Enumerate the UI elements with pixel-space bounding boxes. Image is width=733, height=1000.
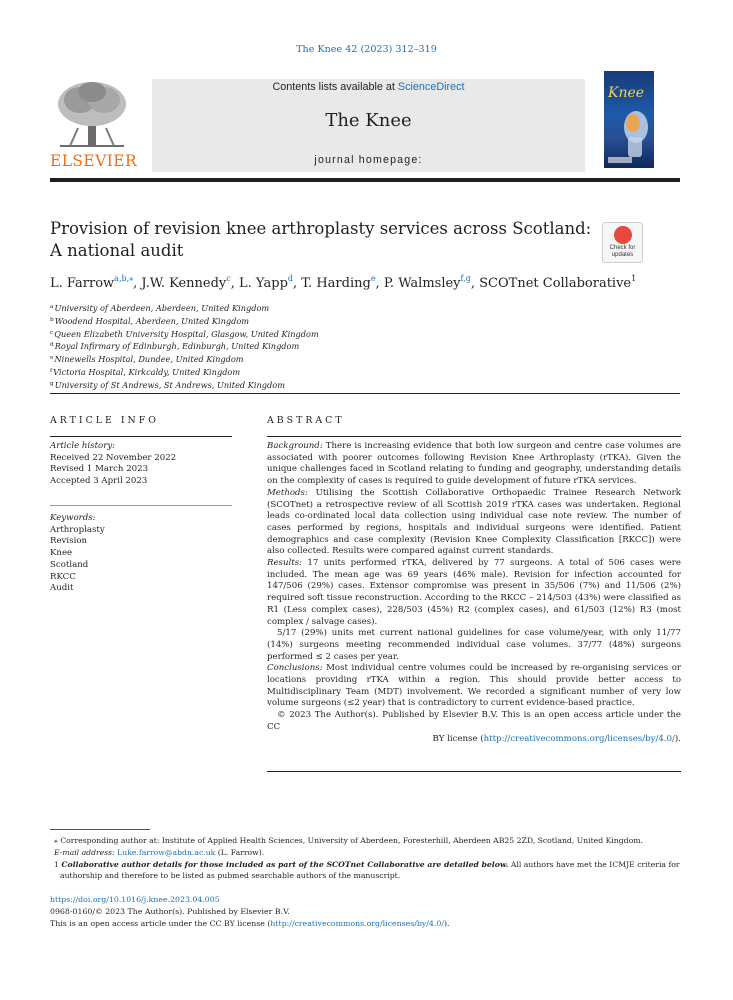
affiliation-item: $^a$University of Aberdeen, Aberdeen, United Kingdom [50, 303, 270, 313]
abstract-results-continued: 5/17 (29%) units met current national guidelines for case volume/year, with only 11/77 (14%) surgeons meeting recommended individual case volumes. 37/77 (48%) surgeons performed ≤ 2 cases per year. [267, 628, 681, 662]
cc-license-link[interactable]: http://creativecommons.org/licenses/by/4.0/ [270, 918, 444, 928]
license-link[interactable]: http://creativecommons.org/licenses/by/4.0/ [483, 733, 675, 744]
author-name[interactable]: T. Harding [301, 276, 371, 291]
author-footnote-sup[interactable]: 1 [631, 274, 637, 283]
title-line-2: A national audit [50, 241, 184, 260]
abstract-body [267, 441, 681, 745]
affiliation-item: $^d$Royal Infirmary of Edinburgh, Edinburgh, United Kingdom [50, 341, 300, 352]
author-name[interactable]: SCOTnet Collaborative [479, 276, 632, 291]
contents-available-line [152, 81, 585, 93]
keyword-item[interactable]: Audit [50, 583, 74, 594]
abstract-heading: ABSTRACT [267, 415, 345, 426]
keywords-label: Keywords: [50, 513, 96, 523]
elsevier-logo [50, 78, 138, 170]
elsevier-tree-icon [50, 78, 135, 150]
check-for-updates-button[interactable] [602, 222, 643, 263]
footnote-separator [50, 829, 150, 830]
affiliation-item: $^g$University of St Andrews, St Andrews, United Kingdom [50, 379, 285, 390]
journal-title: The Knee [325, 110, 412, 131]
history-keywords-divider [50, 505, 232, 506]
article-title [50, 218, 610, 262]
abstract-results: Results: 17 units performed rTKA, delivered by 77 surgeons. A total of 506 cases were included. The mean age was 69 years (46% male). Revision for infection accounted for 147/506 (29%) cases. Extensor compromise was present in 35/506 (7%) and 11/506 (2%) required soft tissue reconstruction. According to the RKCC – 214/503 (43%) were classified as R1 (Less complex cases), 228/503 (45%) R2 (complex cases), and 61/503 (12%) R3 (most complex / salvage cases). [267, 558, 681, 627]
footnotes [50, 835, 680, 882]
abstract-conclusions: Conclusions: Most individual centre volumes could be increased by re-organising services or locations providing rTKA within a region. This should provide better access to Multidisciplinary Team (MDT) involvement. We recorded a significant number of very low volume surgeons (≤2 year) that is contradictory to current evidence-based practice. [267, 663, 681, 709]
email-link[interactable]: Luke.farrow@abdn.ac.uk [117, 847, 216, 857]
issn-line: 0968-0160/© 2023 The Author(s). Published by Elsevier B.V. [50, 906, 290, 916]
journal-cover-image[interactable] [604, 71, 654, 168]
author-affil-sup[interactable]: a,b,⁎ [114, 274, 134, 283]
abstract-license: BY license (http://creativecommons.org/licenses/by/4.0/). [432, 733, 681, 744]
cover-title: Knee [608, 85, 645, 101]
author-name[interactable]: L. Yapp [239, 276, 288, 291]
abstract-rule [267, 436, 681, 437]
author-affil-sup[interactable]: e [370, 274, 376, 283]
contents-prefix: Contents lists available at [272, 81, 398, 93]
keywords-block [50, 513, 232, 595]
knee-illustration-icon [604, 71, 654, 168]
history-label: Article history: [50, 441, 116, 451]
crossmark-line-2: updates [611, 252, 634, 258]
abstract-background: Background: There is increasing evidence that both low surgeon and centre case volumes are associated with poorer outcomes following Revision Knee Arthroplasty (rTKA). Given the unique challenges faced in Scotland relating to funding and geography, understanding details on the complexity of cases is required to guide development of future rTKA services. [267, 441, 682, 487]
crossmark-icon [614, 226, 632, 244]
elsevier-wordmark: ELSEVIER [50, 152, 138, 170]
header-divider [50, 178, 680, 182]
abstract-copyright: © 2023 The Author(s). Published by Elsevier B.V. This is an open access article under the CC [267, 710, 681, 732]
keyword-item[interactable]: RKCC [50, 571, 76, 582]
author-affil-sup[interactable]: c [226, 274, 231, 283]
keyword-item[interactable]: Knee [50, 548, 73, 559]
title-line-1: Provision of revision knee arthroplasty services across Scotland: [50, 219, 592, 238]
author-affil-sup[interactable]: d [287, 274, 294, 283]
article-info-rule [50, 436, 232, 437]
journal-banner [152, 79, 585, 172]
affiliation-list [50, 302, 680, 392]
affiliation-divider [50, 393, 680, 394]
author-name[interactable]: J.W. Kennedy [141, 276, 227, 291]
article-info-heading: ARTICLE INFO [50, 415, 159, 426]
affiliation-item: $^b$Woodend Hospital, Aberdeen, United Kingdom [50, 315, 250, 326]
collaborative-note: 1 Collaborative author details for those included as part of the SCOTnet Collaborative are detailed below. All authors have met the ICMJE criteria for authorship and therefore to be listed as pubmed searchable authors of the manuscript. [54, 859, 680, 881]
author-name[interactable]: P. Walmsley [383, 276, 461, 291]
sciencedirect-link[interactable]: ScienceDirect [397, 81, 465, 93]
affiliation-item: $^e$Ninewells Hospital, Dundee, United Kingdom [50, 354, 244, 365]
email-note: E-mail address: Luke.farrow@abdn.ac.uk (L. Farrow). [54, 847, 265, 857]
open-access-line: This is an open access article under the CC BY license (http://creativecommons.org/licenses/by/4.0/). [50, 918, 450, 928]
journal-citation-link[interactable]: The Knee 42 (2023) 312–319 [296, 44, 437, 55]
accepted-date: Accepted 3 April 2023 [50, 476, 148, 487]
revised-date: Revised 1 March 2023 [50, 464, 149, 475]
author-affil-sup[interactable]: f,g [460, 274, 471, 283]
journal-homepage-label[interactable]: journal homepage: [314, 154, 423, 166]
keyword-item[interactable]: Arthroplasty [50, 524, 105, 535]
keyword-item[interactable]: Revision [50, 536, 88, 547]
crossmark-line-1: Check for [609, 245, 636, 251]
author-name[interactable]: L. Farrow [50, 276, 115, 291]
abstract-methods: Methods: Utilising the Scottish Collaborative Orthopaedic Trainee Research Network (SCOTnet) a retrospective review of all Scottish 2019 rTKA cases was undertaken. Regional leads co-ordinated local data collection using individual case note review. The number of cases performed by regions, hospitals and individual surgeons were identified. Patient demographics and case complexity (Revision Knee Complexity Classification [RKCC]) were also collected. Results were compared against current standards. [267, 487, 681, 557]
doi-block [50, 894, 680, 930]
doi-link[interactable]: https://doi.org/10.1016/j.knee.2023.04.005 [50, 895, 220, 904]
author-list: L. Farrow$^{a,b,⁎}$, J.W. Kennedy$^c$, L. Yapp$^d$, T. Harding$^e$, P. Walmsley$^{f,g}$, SCOTnet Collaborative$^1$ [50, 274, 637, 291]
received-date: Received 22 November 2022 [50, 452, 177, 463]
keyword-item[interactable]: Scotland [50, 559, 89, 570]
corresponding-author-note: ⁎ Corresponding author at: Institute of Applied Health Sciences, University of Aberdeen, Foresterhill, Aberdeen AB25 2ZD, Scotland, United Kingdom. [54, 836, 643, 845]
affiliation-item: $^f$Victoria Hospital, Kirkcaldy, United Kingdom [50, 366, 241, 377]
affiliation-item: $^c$Queen Elizabeth University Hospital, Glasgow, United Kingdom [50, 328, 319, 339]
abstract-bottom-rule [267, 771, 681, 772]
article-history [50, 441, 232, 488]
